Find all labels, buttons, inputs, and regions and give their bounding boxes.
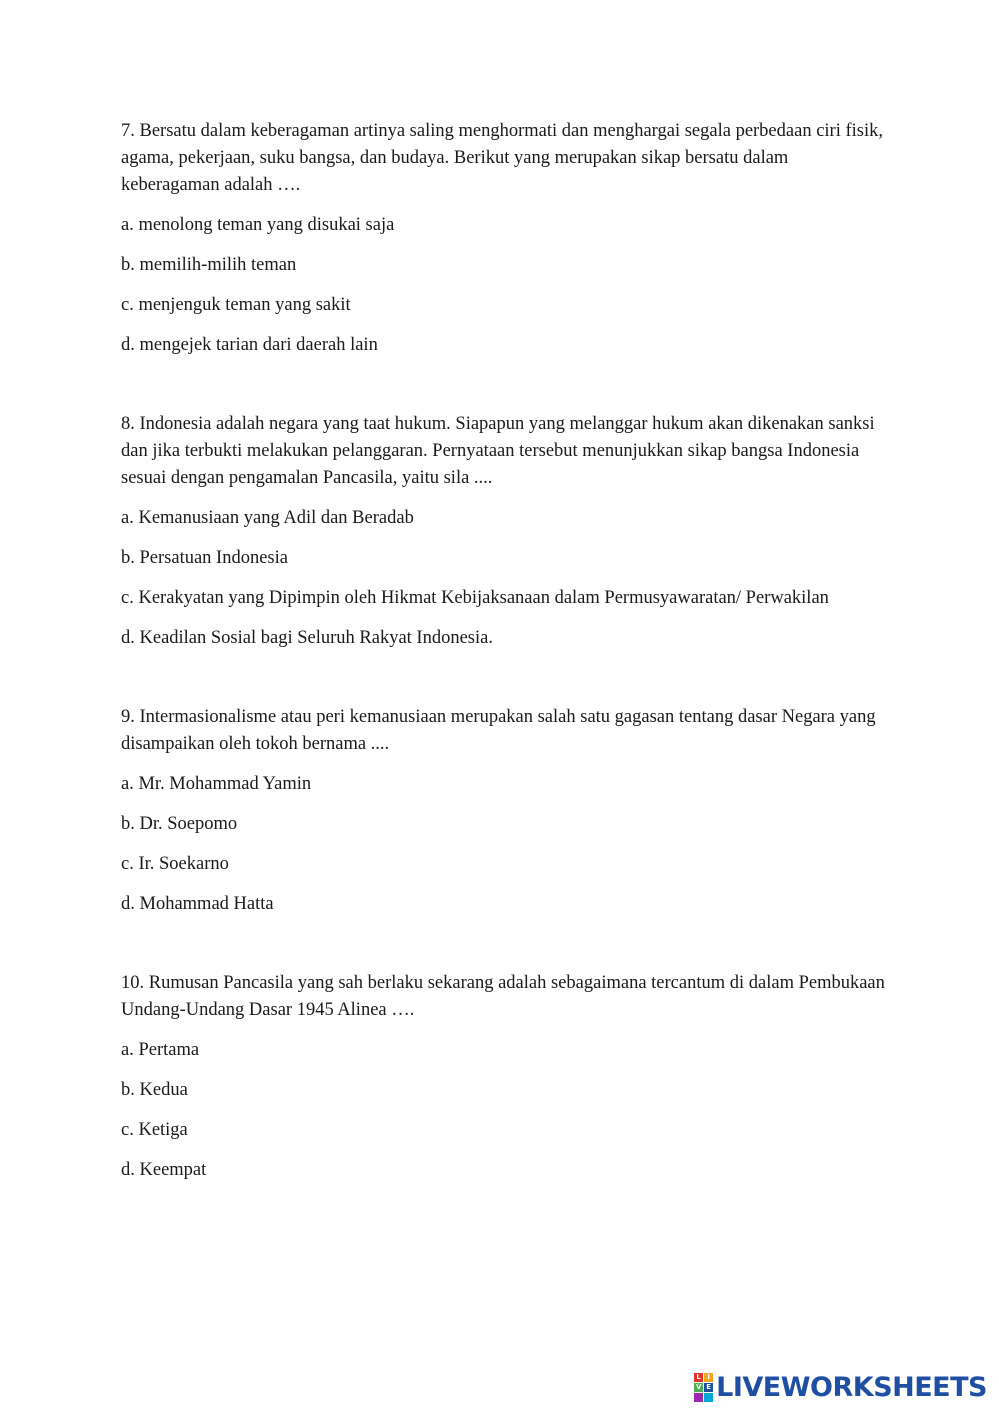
logo-mark-tile: V xyxy=(695,1382,702,1391)
option-a: a. Kemanusiaan yang Adil dan Beradab xyxy=(121,508,414,528)
option-a: a. Mr. Mohammad Yamin xyxy=(121,774,312,794)
option-c: c. Kerakyatan yang Dipimpin oleh Hikmat Kebijaksanaan dalam Permusyawaratan/ Perwakilan xyxy=(121,588,829,608)
question-10 xyxy=(121,970,891,1184)
question-text: 8. Indonesia adalah negara yang taat hukum. Siapapun yang melanggar hukum akan dikenakan sanksi dan jika terbukti melakukan pelanggaran. Pernyataan tersebut menunjukkan sikap bangsa Indonesia sesuai dengan pengamalan Pancasila, yaitu sila .... xyxy=(121,414,875,488)
option-c: c. Ketiga xyxy=(121,1120,188,1140)
question-7 xyxy=(121,118,891,359)
logo-mark-tile: E xyxy=(704,1383,713,1392)
option-c: c. menjenguk teman yang sakit xyxy=(121,295,351,315)
option-b: b. memilih-milih teman xyxy=(121,255,297,275)
option-d: d. Keadilan Sosial bagi Seluruh Rakyat Indonesia. xyxy=(121,628,493,648)
worksheet-page xyxy=(121,118,891,1238)
option-b: b. Persatuan Indonesia xyxy=(121,548,288,568)
logo-text: LIVEWORKSHEETS xyxy=(716,1371,987,1403)
liveworksheets-logo-icon xyxy=(694,1373,713,1402)
logo-mark-tile: I xyxy=(704,1373,713,1382)
logo-mark-tile xyxy=(694,1393,703,1402)
option-c: c. Ir. Soekarno xyxy=(121,854,229,874)
option-b: b. Dr. Soepomo xyxy=(121,814,238,834)
logo-mark-tile xyxy=(704,1393,713,1402)
option-b: b. Kedua xyxy=(121,1080,188,1100)
option-d: d. Mohammad Hatta xyxy=(121,894,274,914)
question-9 xyxy=(121,704,891,918)
logo-mark-tile: L xyxy=(694,1373,703,1382)
question-text: 9. Intermasionalisme atau peri kemanusiaan merupakan salah satu gagasan tentang dasar Negara yang disampaikan oleh tokoh bernama .... xyxy=(121,707,876,754)
question-text: 7. Bersatu dalam keberagaman artinya saling menghormati dan menghargai segala perbedaan ciri fisik, agama, pekerjaan, suku bangsa, dan budaya. Berikut yang merupakan sikap bersatu dalam keberagaman adalah …. xyxy=(121,121,883,195)
option-a: a. menolong teman yang disukai saja xyxy=(121,215,395,235)
option-d: d. Keempat xyxy=(121,1160,207,1180)
question-text: 10. Rumusan Pancasila yang sah berlaku sekarang adalah sebagaimana tercantum di dalam Pembukaan Undang-Undang Dasar 1945 Alinea …. xyxy=(121,973,885,1020)
question-8 xyxy=(121,411,891,652)
liveworksheets-logo xyxy=(694,1372,987,1402)
option-d: d. mengejek tarian dari daerah lain xyxy=(121,335,378,355)
option-a: a. Pertama xyxy=(121,1040,200,1060)
